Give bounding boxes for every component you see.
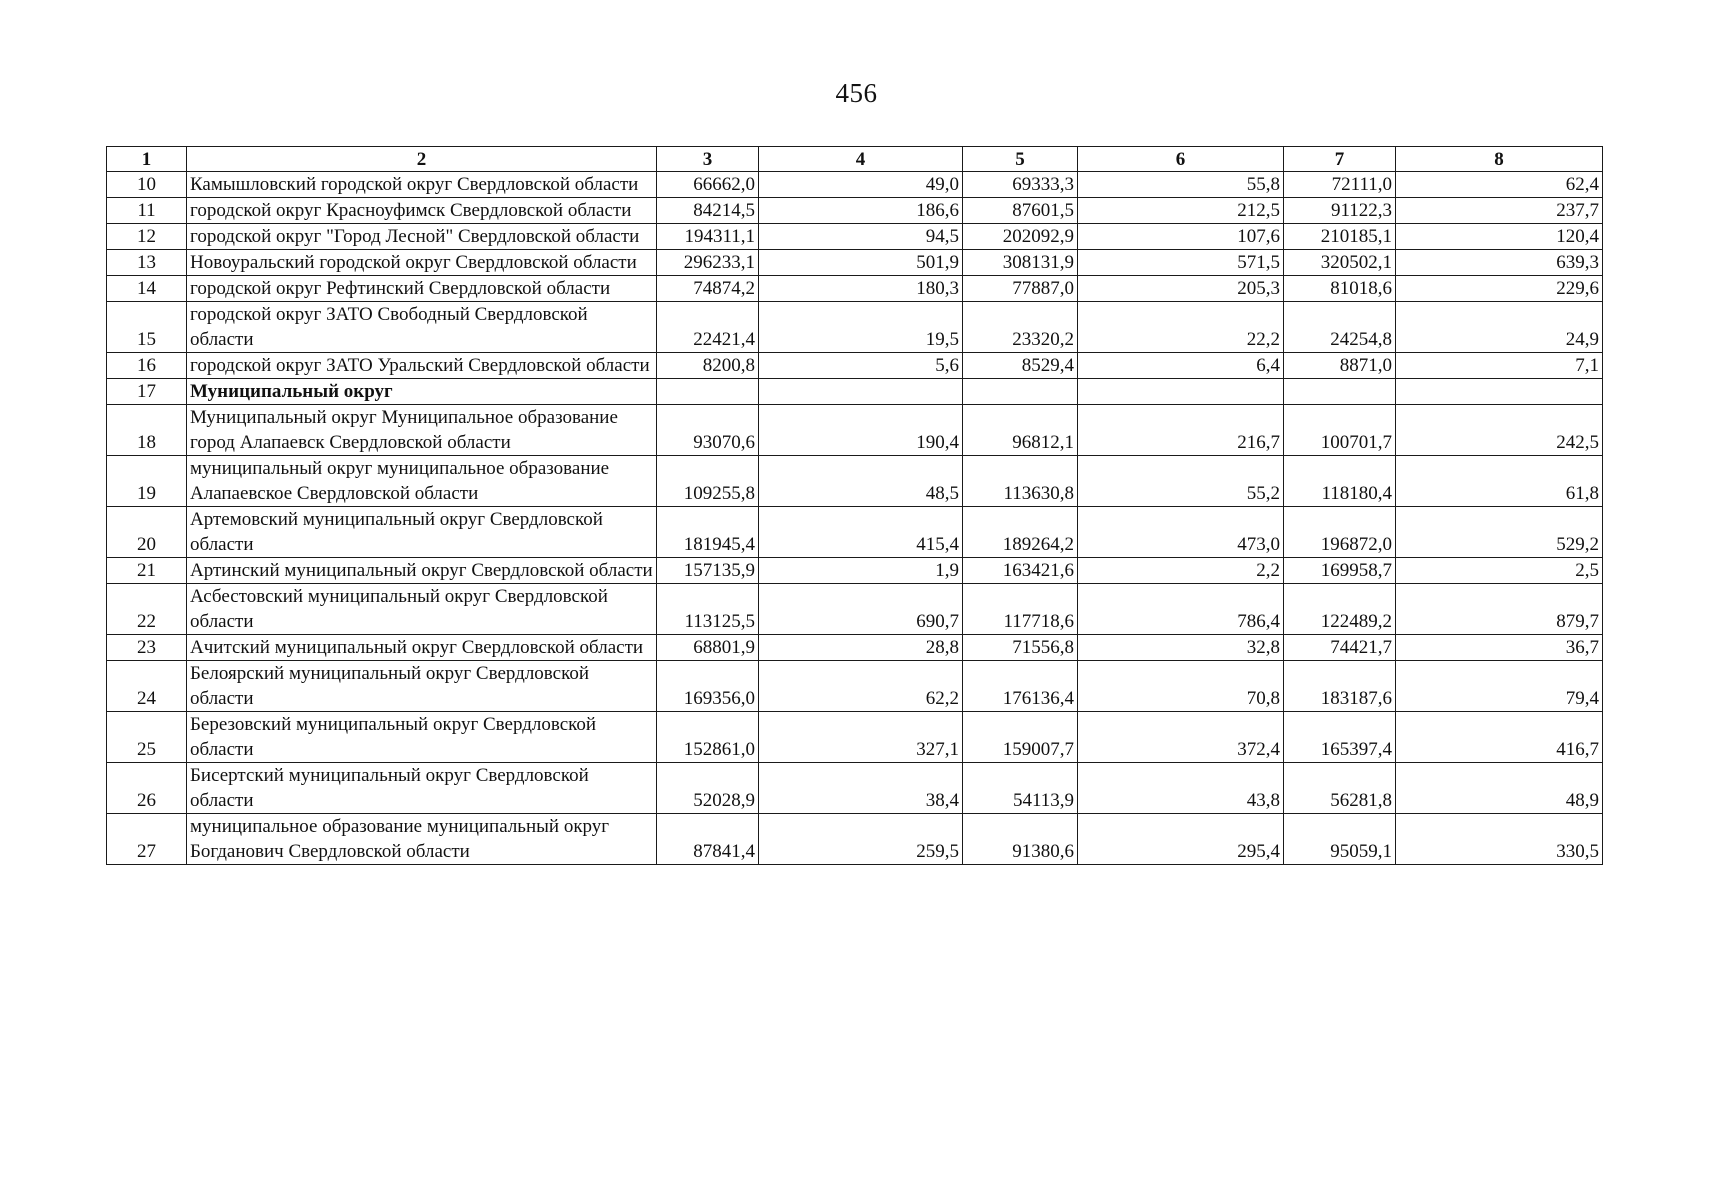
value-col6-cell: 22,2 xyxy=(1078,302,1284,353)
value-col6-cell xyxy=(1078,379,1284,405)
value-col6-cell: 216,7 xyxy=(1078,405,1284,456)
row-number-cell: 22 xyxy=(107,584,187,635)
table-row xyxy=(107,456,1603,507)
column-header-1: 1 xyxy=(107,147,187,172)
row-number-cell: 12 xyxy=(107,224,187,250)
table-row xyxy=(107,584,1603,635)
value-col8-cell: 879,7 xyxy=(1396,584,1603,635)
value-col6-cell: 107,6 xyxy=(1078,224,1284,250)
table-row xyxy=(107,302,1603,353)
value-col4-cell: 415,4 xyxy=(759,507,963,558)
table-row xyxy=(107,712,1603,763)
value-col5-cell: 96812,1 xyxy=(963,405,1078,456)
value-col7-cell: 122489,2 xyxy=(1284,584,1396,635)
municipality-name-cell: Муниципальный округ xyxy=(187,379,657,405)
row-number-cell: 24 xyxy=(107,661,187,712)
column-header-5: 5 xyxy=(963,147,1078,172)
table-row xyxy=(107,661,1603,712)
value-col5-cell: 77887,0 xyxy=(963,276,1078,302)
table-row xyxy=(107,353,1603,379)
row-number-cell: 14 xyxy=(107,276,187,302)
value-col5-cell: 189264,2 xyxy=(963,507,1078,558)
value-col3-cell: 157135,9 xyxy=(657,558,759,584)
table-row xyxy=(107,198,1603,224)
value-col3-cell: 8200,8 xyxy=(657,353,759,379)
row-number-cell: 15 xyxy=(107,302,187,353)
value-col6-cell: 55,8 xyxy=(1078,172,1284,198)
value-col8-cell: 120,4 xyxy=(1396,224,1603,250)
value-col3-cell: 181945,4 xyxy=(657,507,759,558)
value-col4-cell: 94,5 xyxy=(759,224,963,250)
row-number-cell: 10 xyxy=(107,172,187,198)
value-col7-cell: 118180,4 xyxy=(1284,456,1396,507)
value-col5-cell: 163421,6 xyxy=(963,558,1078,584)
value-col4-cell: 28,8 xyxy=(759,635,963,661)
column-header-3: 3 xyxy=(657,147,759,172)
value-col7-cell: 24254,8 xyxy=(1284,302,1396,353)
value-col4-cell: 501,9 xyxy=(759,250,963,276)
value-col4-cell: 19,5 xyxy=(759,302,963,353)
municipality-name-cell: муниципальное образование муниципальный округ Богданович Свердловской области xyxy=(187,814,657,865)
municipality-name-cell: Артемовский муниципальный округ Свердловской области xyxy=(187,507,657,558)
value-col3-cell xyxy=(657,379,759,405)
value-col7-cell: 74421,7 xyxy=(1284,635,1396,661)
column-header-4: 4 xyxy=(759,147,963,172)
table-body xyxy=(107,172,1603,865)
value-col6-cell: 205,3 xyxy=(1078,276,1284,302)
value-col8-cell: 416,7 xyxy=(1396,712,1603,763)
value-col6-cell: 2,2 xyxy=(1078,558,1284,584)
row-number-cell: 27 xyxy=(107,814,187,865)
value-col6-cell: 571,5 xyxy=(1078,250,1284,276)
value-col8-cell xyxy=(1396,379,1603,405)
table-row xyxy=(107,814,1603,865)
table-header xyxy=(107,147,1603,172)
value-col7-cell xyxy=(1284,379,1396,405)
value-col7-cell: 196872,0 xyxy=(1284,507,1396,558)
value-col4-cell: 180,3 xyxy=(759,276,963,302)
column-header-8: 8 xyxy=(1396,147,1603,172)
row-number-cell: 11 xyxy=(107,198,187,224)
table-row xyxy=(107,276,1603,302)
municipality-name-cell: Березовский муниципальный округ Свердловской области xyxy=(187,712,657,763)
municipality-name-cell: муниципальный округ муниципальное образование Алапаевское Свердловской области xyxy=(187,456,657,507)
value-col3-cell: 66662,0 xyxy=(657,172,759,198)
table-row xyxy=(107,224,1603,250)
municipality-name-cell: Артинский муниципальный округ Свердловской области xyxy=(187,558,657,584)
municipality-name-cell: городской округ "Город Лесной" Свердловской области xyxy=(187,224,657,250)
value-col8-cell: 79,4 xyxy=(1396,661,1603,712)
row-number-cell: 21 xyxy=(107,558,187,584)
row-number-cell: 19 xyxy=(107,456,187,507)
municipality-name-cell: городской округ ЗАТО Свободный Свердловской области xyxy=(187,302,657,353)
value-col6-cell: 473,0 xyxy=(1078,507,1284,558)
value-col7-cell: 100701,7 xyxy=(1284,405,1396,456)
section-row xyxy=(107,379,1603,405)
value-col7-cell: 81018,6 xyxy=(1284,276,1396,302)
value-col7-cell: 165397,4 xyxy=(1284,712,1396,763)
value-col7-cell: 320502,1 xyxy=(1284,250,1396,276)
value-col3-cell: 93070,6 xyxy=(657,405,759,456)
value-col7-cell: 183187,6 xyxy=(1284,661,1396,712)
value-col3-cell: 152861,0 xyxy=(657,712,759,763)
value-col3-cell: 52028,9 xyxy=(657,763,759,814)
value-col6-cell: 70,8 xyxy=(1078,661,1284,712)
budget-table xyxy=(106,146,1603,865)
value-col4-cell: 690,7 xyxy=(759,584,963,635)
value-col3-cell: 194311,1 xyxy=(657,224,759,250)
column-header-2: 2 xyxy=(187,147,657,172)
value-col6-cell: 55,2 xyxy=(1078,456,1284,507)
value-col5-cell: 54113,9 xyxy=(963,763,1078,814)
municipality-name-cell: Камышловский городской округ Свердловской области xyxy=(187,172,657,198)
value-col3-cell: 87841,4 xyxy=(657,814,759,865)
value-col7-cell: 56281,8 xyxy=(1284,763,1396,814)
value-col8-cell: 2,5 xyxy=(1396,558,1603,584)
value-col5-cell: 202092,9 xyxy=(963,224,1078,250)
value-col8-cell: 24,9 xyxy=(1396,302,1603,353)
value-col4-cell xyxy=(759,379,963,405)
municipality-name-cell: Новоуральский городской округ Свердловской области xyxy=(187,250,657,276)
value-col7-cell: 8871,0 xyxy=(1284,353,1396,379)
municipality-name-cell: Асбестовский муниципальный округ Свердловской области xyxy=(187,584,657,635)
row-number-cell: 16 xyxy=(107,353,187,379)
value-col8-cell: 237,7 xyxy=(1396,198,1603,224)
value-col4-cell: 327,1 xyxy=(759,712,963,763)
value-col8-cell: 242,5 xyxy=(1396,405,1603,456)
value-col6-cell: 372,4 xyxy=(1078,712,1284,763)
municipality-name-cell: городской округ Рефтинский Свердловской области xyxy=(187,276,657,302)
value-col5-cell: 71556,8 xyxy=(963,635,1078,661)
value-col5-cell: 159007,7 xyxy=(963,712,1078,763)
value-col6-cell: 32,8 xyxy=(1078,635,1284,661)
value-col4-cell: 48,5 xyxy=(759,456,963,507)
table-row xyxy=(107,558,1603,584)
row-number-cell: 25 xyxy=(107,712,187,763)
value-col8-cell: 61,8 xyxy=(1396,456,1603,507)
value-col4-cell: 49,0 xyxy=(759,172,963,198)
row-number-cell: 17 xyxy=(107,379,187,405)
value-col4-cell: 62,2 xyxy=(759,661,963,712)
value-col7-cell: 169958,7 xyxy=(1284,558,1396,584)
value-col6-cell: 6,4 xyxy=(1078,353,1284,379)
value-col3-cell: 84214,5 xyxy=(657,198,759,224)
value-col4-cell: 259,5 xyxy=(759,814,963,865)
column-header-6: 6 xyxy=(1078,147,1284,172)
row-number-cell: 26 xyxy=(107,763,187,814)
value-col8-cell: 639,3 xyxy=(1396,250,1603,276)
value-col4-cell: 186,6 xyxy=(759,198,963,224)
value-col7-cell: 91122,3 xyxy=(1284,198,1396,224)
value-col3-cell: 113125,5 xyxy=(657,584,759,635)
row-number-cell: 13 xyxy=(107,250,187,276)
value-col5-cell: 69333,3 xyxy=(963,172,1078,198)
value-col5-cell: 117718,6 xyxy=(963,584,1078,635)
row-number-cell: 20 xyxy=(107,507,187,558)
municipality-name-cell: Ачитский муниципальный округ Свердловской области xyxy=(187,635,657,661)
municipality-name-cell: Белоярский муниципальный округ Свердловской области xyxy=(187,661,657,712)
header-row xyxy=(107,147,1603,172)
value-col7-cell: 210185,1 xyxy=(1284,224,1396,250)
municipality-name-cell: городской округ Красноуфимск Свердловской области xyxy=(187,198,657,224)
row-number-cell: 18 xyxy=(107,405,187,456)
table-row xyxy=(107,763,1603,814)
value-col3-cell: 109255,8 xyxy=(657,456,759,507)
table-row xyxy=(107,250,1603,276)
value-col3-cell: 68801,9 xyxy=(657,635,759,661)
value-col3-cell: 296233,1 xyxy=(657,250,759,276)
value-col5-cell: 87601,5 xyxy=(963,198,1078,224)
value-col8-cell: 48,9 xyxy=(1396,763,1603,814)
value-col6-cell: 295,4 xyxy=(1078,814,1284,865)
value-col4-cell: 1,9 xyxy=(759,558,963,584)
value-col4-cell: 38,4 xyxy=(759,763,963,814)
value-col5-cell: 308131,9 xyxy=(963,250,1078,276)
value-col8-cell: 229,6 xyxy=(1396,276,1603,302)
value-col5-cell: 23320,2 xyxy=(963,302,1078,353)
value-col7-cell: 72111,0 xyxy=(1284,172,1396,198)
value-col3-cell: 22421,4 xyxy=(657,302,759,353)
table-row xyxy=(107,635,1603,661)
value-col8-cell: 529,2 xyxy=(1396,507,1603,558)
table-row xyxy=(107,507,1603,558)
value-col5-cell: 176136,4 xyxy=(963,661,1078,712)
value-col8-cell: 62,4 xyxy=(1396,172,1603,198)
page-number: 456 xyxy=(835,78,878,108)
value-col8-cell: 330,5 xyxy=(1396,814,1603,865)
municipality-name-cell: городской округ ЗАТО Уральский Свердловской области xyxy=(187,353,657,379)
table-row xyxy=(107,172,1603,198)
value-col6-cell: 786,4 xyxy=(1078,584,1284,635)
value-col6-cell: 212,5 xyxy=(1078,198,1284,224)
value-col5-cell: 8529,4 xyxy=(963,353,1078,379)
value-col5-cell xyxy=(963,379,1078,405)
value-col7-cell: 95059,1 xyxy=(1284,814,1396,865)
column-header-7: 7 xyxy=(1284,147,1396,172)
table-row xyxy=(107,405,1603,456)
value-col3-cell: 169356,0 xyxy=(657,661,759,712)
row-number-cell: 23 xyxy=(107,635,187,661)
value-col5-cell: 91380,6 xyxy=(963,814,1078,865)
value-col8-cell: 7,1 xyxy=(1396,353,1603,379)
value-col4-cell: 190,4 xyxy=(759,405,963,456)
value-col6-cell: 43,8 xyxy=(1078,763,1284,814)
value-col3-cell: 74874,2 xyxy=(657,276,759,302)
value-col5-cell: 113630,8 xyxy=(963,456,1078,507)
value-col8-cell: 36,7 xyxy=(1396,635,1603,661)
value-col4-cell: 5,6 xyxy=(759,353,963,379)
municipality-name-cell: Бисертский муниципальный округ Свердловской области xyxy=(187,763,657,814)
municipality-name-cell: Муниципальный округ Муниципальное образование город Алапаевск Свердловской области xyxy=(187,405,657,456)
